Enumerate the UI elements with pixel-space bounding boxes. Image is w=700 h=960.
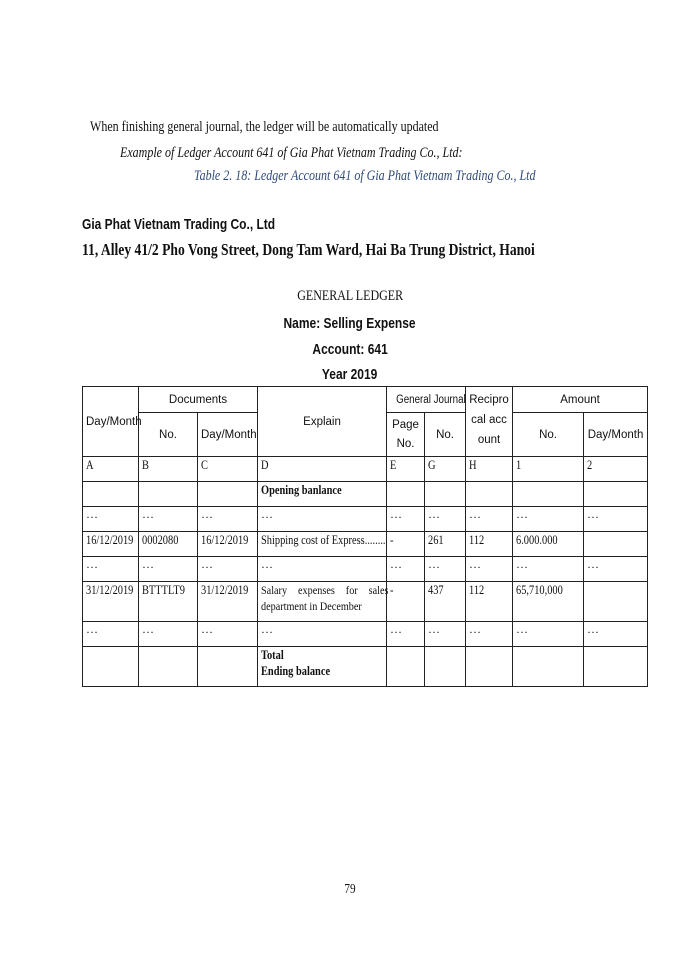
company-name: Gia Phat Vietnam Trading Co., Ltd xyxy=(82,216,276,233)
ellipsis-cell: … xyxy=(258,622,387,647)
row-page: - xyxy=(387,582,425,622)
ellipsis-cell: … xyxy=(387,507,425,532)
row-date: 31/12/2019 xyxy=(83,582,139,622)
ellipsis-cell: … xyxy=(83,507,139,532)
ellipsis-cell: … xyxy=(513,622,584,647)
code-cell: 2 xyxy=(584,457,648,482)
ledger-year: Year 2019 xyxy=(322,366,378,383)
opening-balance-row xyxy=(83,482,648,507)
intro-text: When finishing general journal, the ledger will be automatically updated xyxy=(90,119,439,135)
code-cell: 1 xyxy=(513,457,584,482)
header-amount-day-month: Day/Month xyxy=(584,413,648,457)
header-doc-day-month: Day/Month xyxy=(198,413,258,457)
ellipsis-cell: … xyxy=(466,622,513,647)
row-doc-no: BTTTLT9 xyxy=(139,582,198,622)
ellipsis-cell: … xyxy=(139,507,198,532)
ellipsis-cell: … xyxy=(258,557,387,582)
row-explain: Shipping cost of Express........ xyxy=(258,532,387,557)
ellipsis-cell: … xyxy=(83,557,139,582)
code-cell: B xyxy=(139,457,198,482)
table-caption: Table 2. 18: Ledger Account 641 of Gia Phat Vietnam Trading Co., Ltd xyxy=(194,168,536,184)
code-cell: A xyxy=(83,457,139,482)
ellipsis-row xyxy=(83,622,648,647)
header-documents: Documents xyxy=(139,387,258,413)
ellipsis-cell: … xyxy=(513,507,584,532)
header-explain: Explain xyxy=(258,387,387,457)
code-cell: D xyxy=(258,457,387,482)
ellipsis-cell: … xyxy=(139,622,198,647)
total-row xyxy=(83,647,648,687)
ellipsis-cell: … xyxy=(258,507,387,532)
ellipsis-cell: … xyxy=(584,507,648,532)
ellipsis-row xyxy=(83,507,648,532)
ellipsis-cell: … xyxy=(425,557,466,582)
code-row xyxy=(83,457,648,482)
ellipsis-cell: … xyxy=(387,622,425,647)
row-no: 261 xyxy=(425,532,466,557)
row-no: 437 xyxy=(425,582,466,622)
shipping-row xyxy=(83,532,648,557)
ellipsis-cell: … xyxy=(425,622,466,647)
ellipsis-cell: … xyxy=(387,557,425,582)
ellipsis-cell: … xyxy=(513,557,584,582)
row-amount: 6.000.000 xyxy=(513,532,584,557)
ledger-name: Name: Selling Expense xyxy=(283,315,417,332)
ellipsis-cell: … xyxy=(139,557,198,582)
code-cell: C xyxy=(198,457,258,482)
ledger-table xyxy=(82,386,648,687)
ellipsis-cell: … xyxy=(198,507,258,532)
row-explain: Salary expenses for sales department in December xyxy=(258,582,387,622)
ellipsis-cell: … xyxy=(198,557,258,582)
ellipsis-row xyxy=(83,557,648,582)
header-reciprocal: Reciprocal account xyxy=(466,387,513,457)
header-page-no: Page No. xyxy=(387,413,425,457)
header-doc-no: No. xyxy=(139,413,198,457)
ledger-title: GENERAL LEDGER xyxy=(297,288,403,304)
salary-row xyxy=(83,582,648,622)
page-number: 79 xyxy=(344,882,356,897)
ellipsis-cell: … xyxy=(466,557,513,582)
opening-balance-label: Opening banlance xyxy=(258,482,387,507)
ellipsis-cell: … xyxy=(83,622,139,647)
ellipsis-cell: … xyxy=(198,622,258,647)
header-day-month: Day/Month xyxy=(83,387,139,457)
example-text: Example of Ledger Account 641 of Gia Phat Vietnam Trading Co., Ltd: xyxy=(120,145,463,161)
header-general-journal: General Journal xyxy=(387,387,466,413)
row-doc-no: 0002080 xyxy=(139,532,198,557)
ellipsis-cell: … xyxy=(584,557,648,582)
ellipsis-cell: … xyxy=(466,507,513,532)
company-address: 11, Alley 41/2 Pho Vong Street, Dong Tam Ward, Hai Ba Trung District, Hanoi xyxy=(82,240,535,259)
code-cell: G xyxy=(425,457,466,482)
header-amount: Amount xyxy=(513,387,648,413)
code-cell: H xyxy=(466,457,513,482)
row-reciprocal: 112 xyxy=(466,532,513,557)
row-doc-date: 16/12/2019 xyxy=(198,532,258,557)
row-page: - xyxy=(387,532,425,557)
row-doc-date: 31/12/2019 xyxy=(198,582,258,622)
row-reciprocal: 112 xyxy=(466,582,513,622)
row-date: 16/12/2019 xyxy=(83,532,139,557)
header-gj-no: No. xyxy=(425,413,466,457)
total-label: Total Ending balance xyxy=(258,647,387,687)
header-row-1 xyxy=(83,387,648,413)
ellipsis-cell: … xyxy=(584,622,648,647)
ellipsis-cell: … xyxy=(425,507,466,532)
ledger-account: Account: 641 xyxy=(312,341,388,358)
header-amount-no: No. xyxy=(513,413,584,457)
code-cell: E xyxy=(387,457,425,482)
row-amount: 65,710,000 xyxy=(513,582,584,622)
